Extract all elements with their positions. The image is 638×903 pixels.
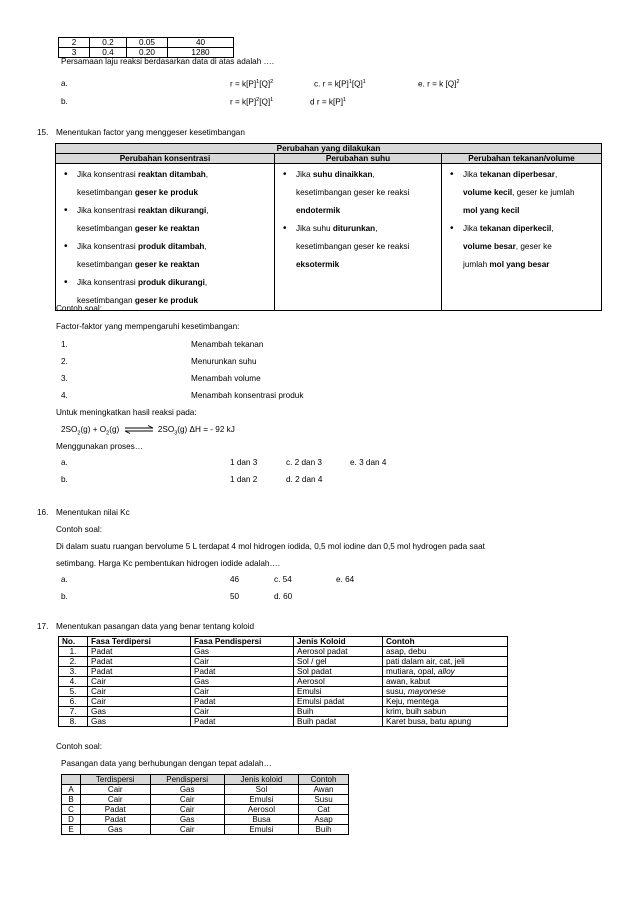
table-cell: Padat (81, 805, 151, 815)
table-cell: Padat (191, 717, 294, 727)
table-cell: awan, kabut (383, 677, 508, 687)
table-cell: 6. (59, 697, 88, 707)
q16-option-a-letter: a. (61, 575, 68, 584)
table-cell: Gas (81, 825, 151, 835)
q16-contoh-label: Contoh soal: (56, 525, 102, 534)
table-cell: Gas (88, 707, 191, 717)
column-header: Jenis koloid (224, 775, 298, 785)
table-row (62, 815, 349, 825)
list-item: • Jika konsentrasi reaktan ditambah, kesetimbangan geser ke produk (59, 166, 271, 202)
q15-option-a-letter: a. (61, 458, 68, 467)
list-item: • Jika konsentrasi produk ditambah, kesetimbangan geser ke reaktan (59, 238, 271, 274)
table-cell: 4. (59, 677, 88, 687)
column-header: Perubahan tekanan/volume (442, 154, 602, 164)
table-cell: Gas (191, 647, 294, 657)
table-row (59, 48, 234, 58)
equilibrium-arrow-icon (124, 425, 154, 434)
q17-contoh-label: Contoh soal: (56, 742, 102, 751)
table-cell: Keju, mentega (383, 697, 508, 707)
table-row (62, 805, 349, 815)
table-row (59, 717, 508, 727)
table-cell: Padat (88, 657, 191, 667)
list-item: • Jika suhu diturunkan, kesetimbangan geser ke reaksi eksotermik (278, 220, 438, 274)
table-cell: Sol (224, 785, 298, 795)
q16-option-b-letter: b. (61, 592, 68, 601)
column-header: Pendispersi (150, 775, 224, 785)
q14-option-a-letter: a. (61, 79, 68, 88)
q16-number: 16. (37, 508, 49, 517)
q15-item-number: 2. (61, 357, 68, 366)
table-cell: Busa (224, 815, 298, 825)
concentration-cell (56, 164, 275, 311)
q14-option-e: e. r = k $[Q]^2$ (418, 79, 460, 89)
table-cell: Gas (150, 815, 224, 825)
table-cell: Gas (150, 785, 224, 795)
table-cell: 40 (168, 38, 234, 48)
q15-option-a: 1 dan 3 (230, 458, 258, 467)
q14-option-b-letter: b. (61, 97, 68, 106)
q16-option-c: c. 54 (274, 575, 292, 584)
column-header: Contoh (383, 637, 508, 647)
table-cell: mutiara, opal, alloy (383, 667, 508, 677)
column-header: Fasa Pendispersi (191, 637, 294, 647)
table-cell: Emulsi (224, 825, 298, 835)
column-header: Contoh (299, 775, 349, 785)
q15-question: Menggunakan proses… (56, 442, 143, 451)
table-row (59, 38, 234, 48)
table-row (59, 657, 508, 667)
table-row (59, 667, 508, 677)
list-item: • Jika suhu dinaikkan, kesetimbangan geser ke reaksi endotermik (278, 166, 438, 220)
q16-option-b: 50 (230, 592, 240, 601)
option-letter: A (62, 785, 81, 795)
colloid-table (58, 636, 508, 727)
list-item: • Jika konsentrasi produk dikurangi, kesetimbangan geser ke produk (59, 274, 271, 310)
q15-item-text: Menambah tekanan (191, 340, 264, 349)
q15-number: 15. (37, 128, 49, 137)
option-letter: C (62, 805, 81, 815)
table-cell: Asap (299, 815, 349, 825)
table-cell: Sol padat (294, 667, 383, 677)
q15-option-c: c. 2 dan 3 (286, 458, 322, 467)
table-cell: 8. (59, 717, 88, 727)
column-header: Perubahan suhu (275, 154, 442, 164)
list-item: • Jika tekanan diperbesar, volume kecil, geser ke jumlah mol yang kecil (445, 166, 598, 220)
q15-option-b: 1 dan 2 (230, 475, 258, 484)
q15-intro: Untuk meningkatkan hasil reaksi pada: (56, 408, 197, 417)
q15-item-text: Menambah volume (191, 374, 261, 383)
table-cell: Buih padat (294, 717, 383, 727)
table-cell: Cair (81, 785, 151, 795)
table-cell: Emulsi (294, 687, 383, 697)
column-header (62, 775, 81, 785)
table-cell: Gas (88, 717, 191, 727)
option-letter: E (62, 825, 81, 835)
table-cell: Cair (88, 697, 191, 707)
table-cell: Aerosol (294, 677, 383, 687)
q16-option-a: 46 (230, 575, 240, 584)
equilibrium-shift-table (55, 143, 602, 311)
reaction-rate-data-table (58, 37, 234, 58)
column-header: Perubahan konsentrasi (56, 154, 275, 164)
table-cell: Cair (81, 795, 151, 805)
table-cell: 2. (59, 657, 88, 667)
q16-title: Menentukan nilai Kc (56, 508, 130, 517)
pressure-cell (442, 164, 602, 311)
table-cell: Padat (191, 697, 294, 707)
q14-option-a: $r = k[P]^1[Q]^2$ (230, 79, 274, 89)
column-header: No. (59, 637, 88, 647)
q15-item-text: Menambah konsentrasi produk (191, 391, 304, 400)
table-cell: Gas (191, 677, 294, 687)
q15-title: Menentukan factor yang menggeser kesetimbangan (56, 128, 245, 137)
table-cell: Padat (88, 647, 191, 657)
table-cell: Karet busa, batu apung (383, 717, 508, 727)
option-letter: D (62, 815, 81, 825)
q16-stem-line2: setimbang. Harga Kc pembentukan hidrogen iodide adalah…. (56, 559, 280, 568)
table-cell: 3 (59, 48, 90, 58)
column-header: Jenis Koloid (294, 637, 383, 647)
table-cell: Cair (88, 677, 191, 687)
column-header: Fasa Terdipersi (88, 637, 191, 647)
q15-option-b-letter: b. (61, 475, 68, 484)
q17-number: 17. (37, 622, 49, 631)
table-row (59, 697, 508, 707)
list-item: • Jika tekanan diperkecil, volume besar, geser ke jumlah mol yang besar (445, 220, 598, 274)
table-cell: Cair (88, 687, 191, 697)
table-cell: Cair (191, 687, 294, 697)
q14-option-c: c. $r = k[P]^1[Q]^1$ (314, 79, 366, 89)
list-item: • Jika konsentrasi reaktan dikurangi, kesetimbangan geser ke reaktan (59, 202, 271, 238)
table-cell: 3. (59, 667, 88, 677)
q15-item-number: 3. (61, 374, 68, 383)
table-cell: 0.05 (127, 38, 168, 48)
temperature-cell (275, 164, 442, 311)
table-cell: 0.2 (90, 38, 127, 48)
table-row (59, 677, 508, 687)
table-row (62, 795, 349, 805)
table-cell: 2 (59, 38, 90, 48)
table-cell: Aerosol padat (294, 647, 383, 657)
table-row (59, 647, 508, 657)
table-header: Perubahan yang dilakukan (56, 144, 602, 154)
option-letter: B (62, 795, 81, 805)
table-cell: 0.4 (90, 48, 127, 58)
q15-option-d: d. 2 dan 4 (286, 475, 323, 484)
table-cell: Sol / gel (294, 657, 383, 667)
table-cell: Cat (299, 805, 349, 815)
q14-option-b: $r = k[P]^2[Q]^1$ (230, 97, 274, 107)
q15-item-number: 4. (61, 391, 68, 400)
table-cell: asap, debu (383, 647, 508, 657)
table-row (59, 707, 508, 717)
table-cell: Emulsi padat (294, 697, 383, 707)
table-cell: Susu (299, 795, 349, 805)
q15-equation: $2SO_2(g) + O_2(g)$ $2SO_3(g) \Delta H$ = - 92 kJ (61, 425, 235, 437)
table-cell: Awan (299, 785, 349, 795)
column-header: Terdispersi (81, 775, 151, 785)
q15-option-e: e. 3 dan 4 (350, 458, 387, 467)
table-cell: Padat (81, 815, 151, 825)
table-cell: Cair (150, 825, 224, 835)
q17-title: Menentukan pasangan data yang benar tentang koloid (56, 622, 255, 631)
q15-item-text: Menurunkan suhu (191, 357, 257, 366)
table-cell: krim, buih sabun (383, 707, 508, 717)
table-cell: Cair (150, 805, 224, 815)
table-cell: 7. (59, 707, 88, 717)
q15-stem: Factor-faktor yang mempengaruhi kesetimbangan: (56, 322, 240, 331)
table-cell: Emulsi (224, 795, 298, 805)
table-cell: Padat (191, 667, 294, 677)
q16-stem-line1: Di dalam suatu ruangan bervolume 5 L terdapat 4 mol hidrogen iodida, 0,5 mol iodine dan 0,5 mol hydrogen pada saat (56, 542, 485, 551)
q15-item-number: 1. (61, 340, 68, 349)
q16-option-d: d. 60 (274, 592, 293, 601)
table-cell: 1280 (168, 48, 234, 58)
table-row (62, 825, 349, 835)
table-cell: 0.20 (127, 48, 168, 58)
q14-stem: Persamaan laju reaksi berdasarkan data di atas adalah …. (61, 57, 274, 66)
q17-stem: Pasangan data yang berhubungan dengan tepat adalah… (61, 759, 272, 768)
colloid-answer-table (61, 774, 349, 835)
table-cell: pati dalam air, cat, jeli (383, 657, 508, 667)
table-row (59, 687, 508, 697)
table-cell: Cair (150, 795, 224, 805)
table-cell: Aerosol (224, 805, 298, 815)
q16-option-e: e. 64 (336, 575, 355, 584)
table-cell: 1. (59, 647, 88, 657)
table-cell: Cair (191, 707, 294, 717)
table-row (62, 785, 349, 795)
table-cell: Cair (191, 657, 294, 667)
table-cell: 5. (59, 687, 88, 697)
q14-option-d: d $r = k[P]^1$ (310, 97, 347, 107)
table-cell: susu, mayonese (383, 687, 508, 697)
table-cell: Padat (88, 667, 191, 677)
table-cell: Buih (299, 825, 349, 835)
q15-contoh-label: Contoh soal: (56, 304, 102, 313)
table-cell: Buih (294, 707, 383, 717)
